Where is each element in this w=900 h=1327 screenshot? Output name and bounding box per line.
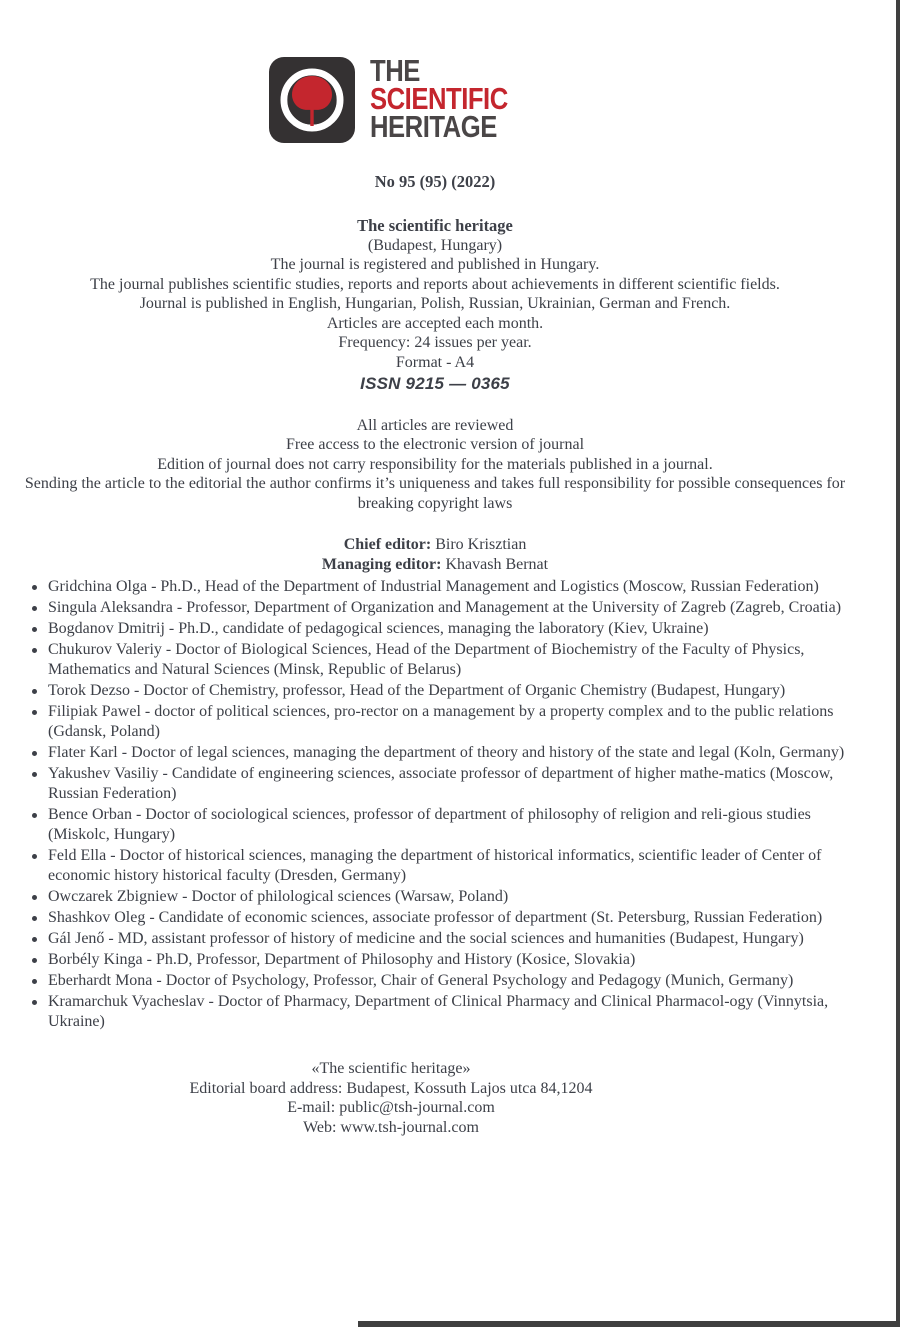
masthead-line: Format - A4 [395, 353, 475, 371]
page-border-bottom [358, 1321, 900, 1327]
board-member: Eberhardt Mona - Doctor of Psychology, Professor, Chair of General Psychology and Pedagogy (Munich, Germany) [30, 971, 848, 991]
masthead-line: Journal is published in English, Hungarian, Polish, Russian, Ukrainian, German and French. [139, 295, 731, 312]
masthead-line: The journal publishes scientific studies, reports and reports about achievements in different scientific fields. [90, 275, 780, 293]
masthead-line: Frequency: 24 issues per year. [338, 334, 532, 351]
editorial-board-list [30, 577, 848, 1032]
chief-editor-name: Biro Krisztian [435, 536, 527, 553]
logo-word-the: THE [369, 54, 420, 89]
footer-line: E-mail: public@tsh-journal.com [287, 1099, 495, 1116]
tree-logo-icon [267, 55, 357, 145]
board-member: Chukurov Valeriy - Doctor of Biological Sciences, Head of the Department of Biochemistry of the Faculty of Physics, Mathematics and Natural Sciences (Minsk, Republic of Belarus) [30, 640, 848, 680]
board-member: Shashkov Oleg - Candidate of economic sciences, associate professor of department (St. Petersburg, Russian Federation) [30, 908, 848, 928]
logo-word-scientific: SCIENTIFIC [369, 82, 508, 117]
masthead-line: The journal is registered and published in Hungary. [270, 256, 600, 273]
issue-number: No 95 (95) (2022) [374, 172, 496, 191]
journal-logo-wordmark [369, 54, 508, 145]
masthead-line: Articles are accepted each month. [326, 314, 544, 332]
board-member: Gridchina Olga - Ph.D., Head of the Department of Industrial Management and Logistics (Moscow, Russian Federation) [30, 577, 848, 597]
footer-line: Editorial board address: Budapest, Kossuth Lajos utca 84,1204 [189, 1079, 593, 1097]
masthead-lines [12, 236, 858, 373]
chief-editor-line [12, 535, 858, 555]
masthead [12, 216, 858, 394]
footer-line: Web: www.tsh-journal.com [303, 1118, 479, 1136]
policy-line: Free access to the electronic version of journal [285, 436, 585, 453]
board-member: Singula Aleksandra - Professor, Department of Organization and Management at the University of Zagreb (Zagreb, Croatia) [30, 598, 848, 618]
board-member: Kramarchuk Vyacheslav - Doctor of Pharmacy, Department of Clinical Pharmacy and Clinical Pharmacol-ogy (Vinnytsia, Ukraine) [30, 992, 848, 1032]
issn-number: ISSN 9215 — 0365 [360, 374, 510, 393]
chief-editor-label: Chief editor: [343, 536, 432, 553]
board-member: Flater Karl - Doctor of legal sciences, managing the department of theory and history of the state and legal (Koln, Germany) [30, 743, 848, 763]
policy-statements [12, 416, 858, 514]
board-member: Feld Ella - Doctor of historical sciences, managing the department of historical informatics, scientific leader of Center of economic history historical faculty (Dresden, Germany) [30, 846, 848, 886]
footer-block [12, 1059, 858, 1137]
journal-logo [267, 54, 515, 146]
board-member: Gál Jenő - MD, assistant professor of history of medicine and the social sciences and humanities (Budapest, Hungary) [30, 929, 848, 949]
logo-word-heritage: HERITAGE [369, 110, 497, 145]
journal-title: The scientific heritage [357, 216, 513, 235]
masthead-line: (Budapest, Hungary) [367, 236, 503, 254]
footer-line: «The scientific heritage» [311, 1060, 471, 1077]
managing-editor-line [12, 555, 858, 575]
board-member: Torok Dezso - Doctor of Chemistry, professor, Head of the Department of Organic Chemistry (Budapest, Hungary) [30, 681, 848, 701]
managing-editor-name: Khavash Bernat [445, 555, 549, 573]
editors-block [12, 535, 858, 574]
policy-line: Edition of journal does not carry responsibility for the materials published in a journal. [157, 455, 713, 473]
board-member: Borbély Kinga - Ph.D, Professor, Department of Philosophy and History (Kosice, Slovakia) [30, 950, 848, 970]
board-member: Filipiak Pawel - doctor of political sciences, pro-rector on a management by a property complex and to the public relations (Gdansk, Poland) [30, 702, 848, 742]
board-member: Bence Orban - Doctor of sociological sciences, professor of department of philosophy of religion and reli-gious studies (Miskolc, Hungary) [30, 805, 848, 845]
board-member: Bogdanov Dmitrij - Ph.D., candidate of pedagogical sciences, managing the laboratory (Kiev, Ukraine) [30, 619, 848, 639]
policy-line: Sending the article to the editorial the author confirms it’s uniqueness and takes full responsibility for possible consequences for breaking copyright laws [24, 475, 846, 512]
managing-editor-label: Managing editor: [321, 555, 442, 573]
board-member: Yakushev Vasiliy - Candidate of engineering sciences, associate professor of department of higher mathe-matics (Moscow, Russian Federation) [30, 764, 848, 804]
policy-line: All articles are reviewed [356, 416, 514, 434]
board-member: Owczarek Zbigniew - Doctor of philological sciences (Warsaw, Poland) [30, 887, 848, 907]
